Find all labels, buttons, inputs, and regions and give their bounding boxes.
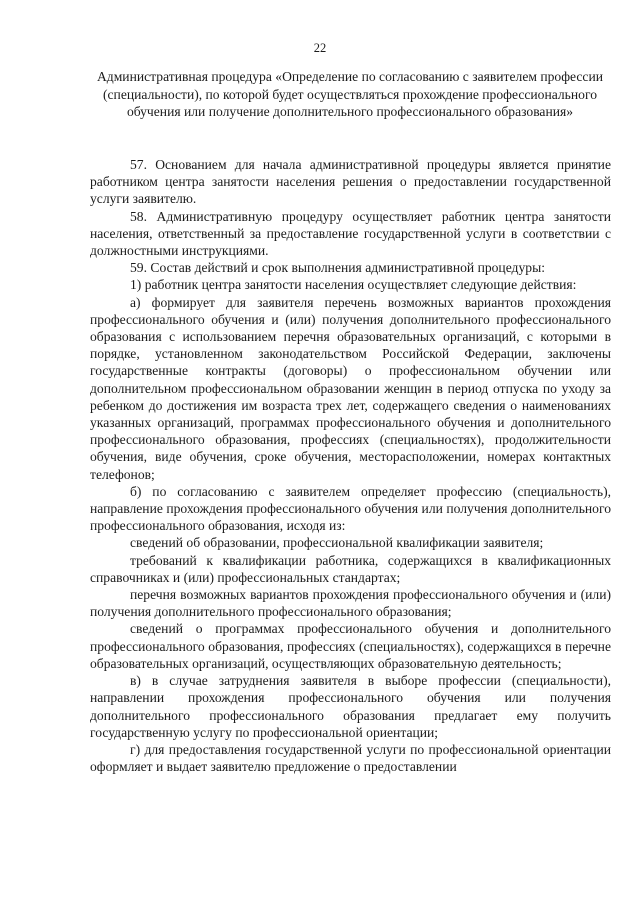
page-number: 22 <box>313 41 327 55</box>
paragraph-59: 59. Состав действий и срок выполнения административной процедуры: <box>130 260 545 276</box>
paragraph-item-v: в) в случае затруднения заявителя в выборе профессии (специальности), направлении прохождения профессионального обучения или получения дополнительного профессионального образования предлагает ему получить государственную услугу по профессиональной ориентации; <box>90 673 611 740</box>
paragraph-58: 58. Административную процедуру осуществляет работник центра занятости населения, ответственный за предоставление государственной услуги в соответствии с должностными инструкциями. <box>90 208 611 259</box>
paragraph-item-a: а) формирует для заявителя перечень возможных вариантов прохождения профессионального обучения и (или) получения дополнительного профессионального образования с использованием перечня образовательных организаций, с которыми в порядке, установленном законодательством Российской Федерации, заключены государственные контракты (договоры) о профессиональном обучении или дополнительном профессиональном образовании женщин в период отпуска по уходу за ребенком до достижения им возраста трех лет, содержащего сведения о наименованиях указанных организаций, программах профессионального обучения и дополнительного профессионального образования, профессиях (специальностях), продолжительности обучения, виде обучения, сроке обучения, месторасположении, номерах контактных телефонов; <box>90 294 611 482</box>
paragraph-57: 57. Основанием для начала административной процедуры является принятие работником центра занятости населения решения о предоставлении государственной услуги заявителю. <box>90 157 611 207</box>
section-heading: Административная процедура «Определение по согласованию с заявителем профессии (специальности), по которой будет осуществляться прохождение профессионального обучения или получение дополнительного профессионального образования» <box>96 69 604 120</box>
paragraph-item-b: б) по согласованию с заявителем определяет профессию (специальность), направление прохождения профессионального обучения или получения дополнительного профессионального образования, исходя из: <box>90 483 611 534</box>
paragraph-subitem-variants: перечня возможных вариантов прохождения профессионального обучения и (или) получения дополнительного профессионального образования; <box>90 587 611 620</box>
document-body <box>90 156 611 775</box>
paragraph-item-g: г) для предоставления государственной услуги по профессиональной ориентации оформляет и выдает заявителю предложение о предоставлении <box>90 741 611 775</box>
paragraph-subitem-programs: сведений о программах профессионального обучения и дополнительного профессионального образования, профессиях (специальностях), содержащихся в перечне образовательных организаций, осуществляющих образовательную деятельность; <box>90 621 611 671</box>
paragraph-item-1: 1) работник центра занятости населения осуществляет следующие действия: <box>130 277 577 293</box>
paragraph-subitem-requirements: требований к квалификации работника, содержащихся в квалификационных справочниках и (или) профессиональных стандартах; <box>90 552 611 585</box>
paragraph-subitem-education: сведений об образовании, профессиональной квалификации заявителя; <box>130 535 544 551</box>
